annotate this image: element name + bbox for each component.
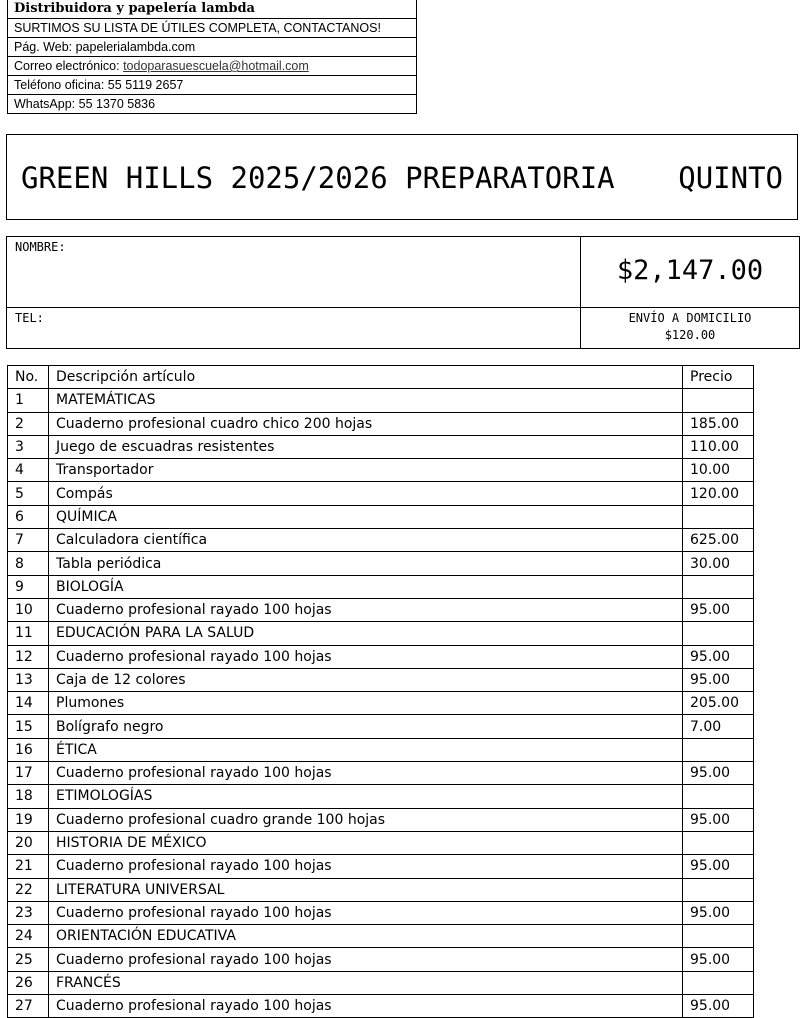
item-price: 205.00 <box>683 692 754 715</box>
tel-field[interactable] <box>7 308 580 348</box>
item-no: 3 <box>8 435 49 458</box>
header-desc: Descripción artículo <box>49 366 683 389</box>
table-row <box>8 715 754 738</box>
table-row <box>8 901 754 924</box>
table-row <box>8 785 754 808</box>
table-row <box>8 529 754 552</box>
item-no: 17 <box>8 762 49 785</box>
shipping-label: ENVÍO A DOMICILIO <box>628 311 752 325</box>
table-row <box>8 971 754 994</box>
item-no: 20 <box>8 831 49 854</box>
item-no: 24 <box>8 925 49 948</box>
item-desc: Caja de 12 colores <box>49 668 683 691</box>
item-desc: Calculadora científica <box>49 529 683 552</box>
item-desc: MATEMÁTICAS <box>49 389 683 412</box>
table-row <box>8 808 754 831</box>
items-table <box>7 365 754 1018</box>
item-price: 95.00 <box>683 901 754 924</box>
item-price: 10.00 <box>683 459 754 482</box>
item-price <box>683 831 754 854</box>
item-no: 13 <box>8 668 49 691</box>
item-price: 95.00 <box>683 855 754 878</box>
item-desc: Bolígrafo negro <box>49 715 683 738</box>
item-price: 95.00 <box>683 808 754 831</box>
item-no: 26 <box>8 971 49 994</box>
table-row <box>8 598 754 621</box>
item-desc: Cuaderno profesional rayado 100 hojas <box>49 762 683 785</box>
item-desc: Cuaderno profesional rayado 100 hojas <box>49 645 683 668</box>
item-desc: ÉTICA <box>49 738 683 761</box>
table-row <box>8 412 754 435</box>
item-price: 95.00 <box>683 645 754 668</box>
item-price <box>683 622 754 645</box>
item-price <box>683 575 754 598</box>
title-box <box>6 134 798 220</box>
email-label: Correo electrónico: <box>14 59 124 73</box>
item-no: 10 <box>8 598 49 621</box>
item-no: 23 <box>8 901 49 924</box>
item-desc: Plumones <box>49 692 683 715</box>
item-price: 120.00 <box>683 482 754 505</box>
table-row <box>8 762 754 785</box>
item-desc: ORIENTACIÓN EDUCATIVA <box>49 925 683 948</box>
table-row <box>8 831 754 854</box>
table-row <box>8 738 754 761</box>
item-price: 95.00 <box>683 598 754 621</box>
item-price: 110.00 <box>683 435 754 458</box>
store-web: Pág. Web: papelerialambda.com <box>8 37 416 56</box>
item-no: 8 <box>8 552 49 575</box>
item-price: 95.00 <box>683 762 754 785</box>
item-price: 95.00 <box>683 668 754 691</box>
item-no: 19 <box>8 808 49 831</box>
table-row <box>8 482 754 505</box>
item-no: 7 <box>8 529 49 552</box>
item-price <box>683 925 754 948</box>
item-no: 11 <box>8 622 49 645</box>
item-no: 9 <box>8 575 49 598</box>
item-desc: Cuaderno profesional rayado 100 hojas <box>49 598 683 621</box>
list-title: GREEN HILLS 2025/2026 PREPARATORIA <box>21 161 615 195</box>
item-no: 21 <box>8 855 49 878</box>
item-price <box>683 971 754 994</box>
store-info <box>7 0 417 114</box>
item-price <box>683 505 754 528</box>
item-price: 7.00 <box>683 715 754 738</box>
header-price: Precio <box>683 366 754 389</box>
item-desc: Transportador <box>49 459 683 482</box>
store-email-row <box>8 56 416 75</box>
table-row <box>8 645 754 668</box>
table-header-row <box>8 366 754 389</box>
item-no: 6 <box>8 505 49 528</box>
name-field[interactable] <box>7 237 580 308</box>
store-whatsapp: WhatsApp: 55 1370 5836 <box>8 94 416 113</box>
tel-label: TEL: <box>15 311 44 325</box>
table-row <box>8 855 754 878</box>
item-price: 185.00 <box>683 412 754 435</box>
table-row <box>8 389 754 412</box>
item-price <box>683 389 754 412</box>
item-desc: Cuaderno profesional rayado 100 hojas <box>49 995 683 1018</box>
store-phone: Teléfono oficina: 55 5119 2657 <box>8 75 416 94</box>
table-row <box>8 622 754 645</box>
total-price: $2,147.00 <box>581 237 799 308</box>
item-desc: Cuaderno profesional cuadro chico 200 hojas <box>49 412 683 435</box>
item-desc: LITERATURA UNIVERSAL <box>49 878 683 901</box>
item-no: 27 <box>8 995 49 1018</box>
table-row <box>8 459 754 482</box>
table-row <box>8 995 754 1018</box>
item-desc: QUÍMICA <box>49 505 683 528</box>
item-price <box>683 738 754 761</box>
item-no: 14 <box>8 692 49 715</box>
item-no: 2 <box>8 412 49 435</box>
item-desc: Compás <box>49 482 683 505</box>
store-name: Distribuidora y papelería lambda <box>14 1 255 16</box>
item-price: 625.00 <box>683 529 754 552</box>
header-no: No. <box>8 366 49 389</box>
item-price: 30.00 <box>683 552 754 575</box>
table-row <box>8 505 754 528</box>
name-label: NOMBRE: <box>15 240 66 254</box>
item-no: 22 <box>8 878 49 901</box>
email-link[interactable]: todoparasuescuela@hotmail.com <box>123 59 309 73</box>
item-no: 25 <box>8 948 49 971</box>
item-no: 16 <box>8 738 49 761</box>
table-row <box>8 435 754 458</box>
table-row <box>8 925 754 948</box>
item-desc: HISTORIA DE MÉXICO <box>49 831 683 854</box>
store-slogan: SURTIMOS SU LISTA DE ÚTILES COMPLETA, CONTACTANOS! <box>8 18 416 37</box>
item-desc: Cuaderno profesional rayado 100 hojas <box>49 901 683 924</box>
item-desc: Tabla periódica <box>49 552 683 575</box>
item-no: 4 <box>8 459 49 482</box>
table-row <box>8 692 754 715</box>
item-price: 95.00 <box>683 995 754 1018</box>
item-no: 1 <box>8 389 49 412</box>
item-desc: Cuaderno profesional rayado 100 hojas <box>49 855 683 878</box>
table-row <box>8 948 754 971</box>
item-no: 12 <box>8 645 49 668</box>
grade-label: QUINTO <box>678 161 783 195</box>
item-price: 95.00 <box>683 948 754 971</box>
item-no: 5 <box>8 482 49 505</box>
table-row <box>8 552 754 575</box>
shipping-info <box>581 308 799 344</box>
item-desc: ETIMOLOGÍAS <box>49 785 683 808</box>
customer-fields <box>7 237 581 348</box>
table-row <box>8 878 754 901</box>
customer-box <box>6 236 800 349</box>
item-desc: Cuaderno profesional rayado 100 hojas <box>49 948 683 971</box>
item-no: 15 <box>8 715 49 738</box>
item-no: 18 <box>8 785 49 808</box>
shipping-price: $120.00 <box>664 328 716 342</box>
item-desc: FRANCÉS <box>49 971 683 994</box>
table-row <box>8 575 754 598</box>
table-row <box>8 668 754 691</box>
totals <box>581 237 799 348</box>
item-price <box>683 878 754 901</box>
item-desc: EDUCACIÓN PARA LA SALUD <box>49 622 683 645</box>
item-desc: BIOLOGÍA <box>49 575 683 598</box>
item-price <box>683 785 754 808</box>
item-desc: Juego de escuadras resistentes <box>49 435 683 458</box>
item-desc: Cuaderno profesional cuadro grande 100 hojas <box>49 808 683 831</box>
